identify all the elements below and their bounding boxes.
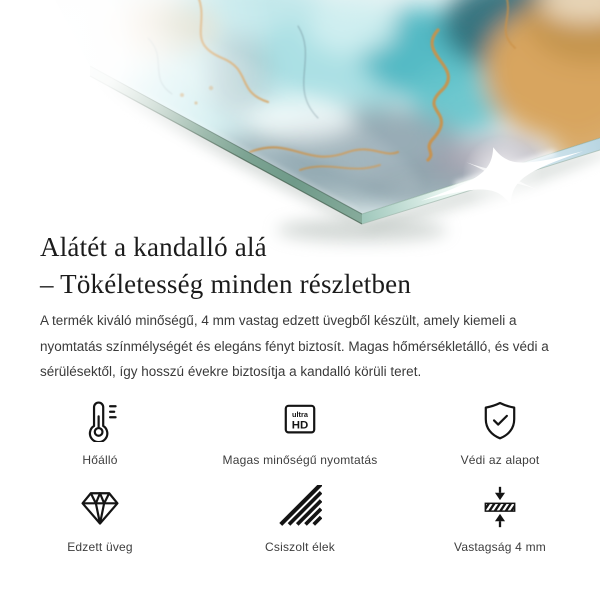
page-title — [40, 229, 411, 303]
feature-label: Magas minőségű nyomtatás — [222, 453, 378, 467]
feature-print-quality — [200, 398, 400, 467]
svg-text:HD: HD — [291, 419, 309, 432]
product-description: A termék kiváló minőségű, 4 mm vastag edzett üvegből készült, amely kiemeli a nyomtatás színmélységét és elegáns fényt biztosít. Magas hőmérsékletálló, és védi a sérülésektől, így hosszú évekre biztosítja a kandalló körüli teret. — [40, 313, 549, 379]
feature-label: Hőálló — [82, 453, 118, 467]
feature-tempered-glass — [0, 485, 200, 554]
feature-polished-edges — [200, 485, 400, 554]
page-title-line2: – Tökéletesség minden részletben — [40, 269, 412, 299]
features-grid — [0, 398, 600, 554]
svg-text:ultra: ultra — [292, 409, 308, 419]
feature-label: Csiszolt élek — [265, 540, 335, 554]
page-title-line1: Alátét a kandalló alá — [40, 232, 267, 262]
feature-label: Védi az alapot — [460, 453, 540, 467]
polished-edges-icon — [278, 485, 322, 529]
ultra-hd-icon — [278, 398, 322, 442]
glass-panel-image — [0, 0, 600, 262]
thermometer-icon — [78, 398, 122, 442]
shield-check-icon — [478, 398, 522, 442]
product-photo — [0, 0, 600, 262]
diamond-icon — [78, 485, 122, 529]
feature-label: Vastagság 4 mm — [454, 540, 546, 554]
feature-protects-base — [400, 398, 600, 467]
feature-thickness — [400, 485, 600, 554]
corner-fade — [0, 0, 330, 262]
thickness-icon — [478, 485, 522, 529]
feature-heat-resistant — [0, 398, 200, 467]
feature-label: Edzett üveg — [67, 540, 133, 554]
